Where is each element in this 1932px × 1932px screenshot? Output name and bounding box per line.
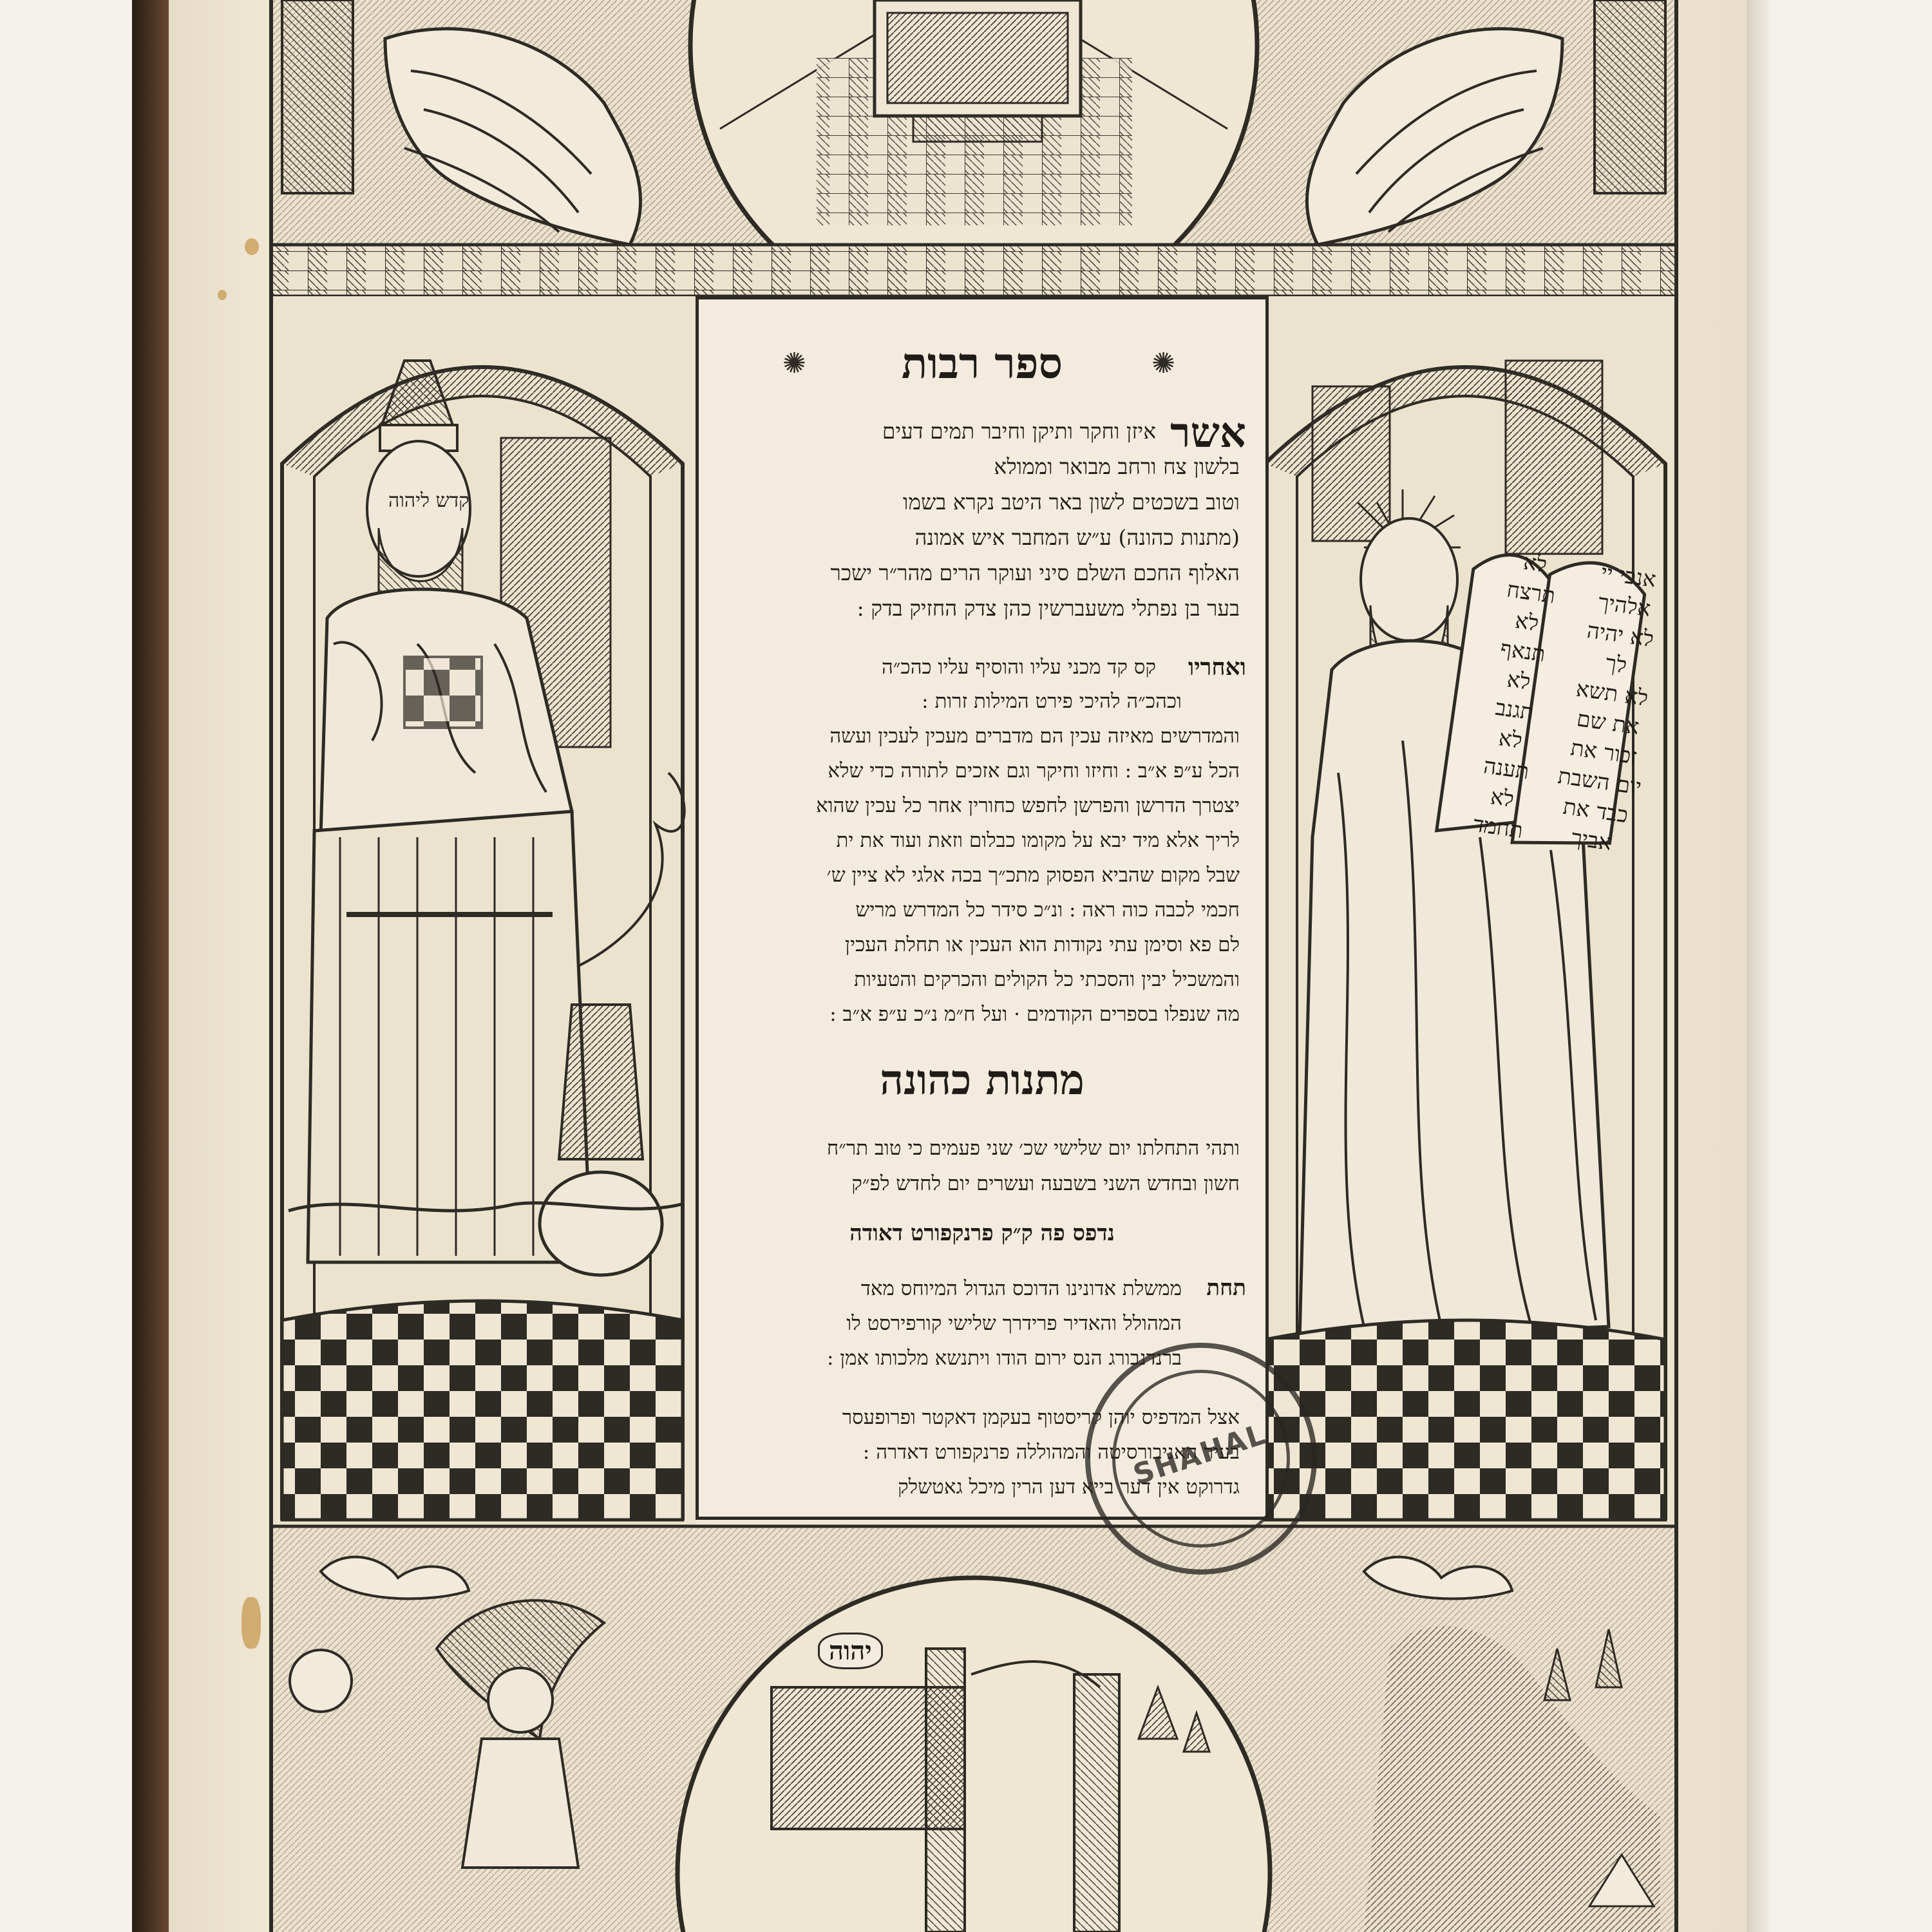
intro-line: (מתנות כהונה) ע״ש המחבר איש אמונה <box>914 525 1240 550</box>
body-line: הכל ע״פ א״ב : וחיזו וחיקר וגם אזכים לתורה כדי שלא <box>828 759 1240 782</box>
printed-place-line: נדפס פה ק״ק פרנקפורט דאודה <box>849 1220 1115 1246</box>
body-line: יצטרך הדרשן והפרשן לחפש כחורין אחר כל עכין שהוא <box>816 794 1240 817</box>
foxing-spot <box>218 290 227 300</box>
body-line: וכהכ״ה להיכי פירט המילות זרות : <box>922 690 1182 713</box>
body-line: לם פא וסימן עתי נקודות הוא העכין או תחלת העכין <box>845 933 1240 956</box>
priest-headband-text: קדש ליהוה <box>388 489 469 512</box>
foxing-spot <box>242 1597 261 1649</box>
tablet-right-text: אנכי יי אלהיך לא יהיה לך לא תשא את שם זכור את יום השבת כבד את אביך <box>1556 560 1658 857</box>
book-spine <box>132 0 169 1932</box>
printer-line: בעיר האניבורסיטה והמהוללה פרנקפורט דאדרה : <box>862 1441 1240 1464</box>
ornament-star-icon: ✺ <box>1151 347 1175 380</box>
book-title: ספר רבות <box>901 338 1063 388</box>
page-edge-shadow <box>1747 0 1772 1932</box>
page-frame-border <box>269 0 1678 1932</box>
body-line: לריך אלא מיד יבא על מקומו כבלום וזאת ועוד את ית <box>836 829 1240 852</box>
opening-word: אשר <box>1170 409 1246 457</box>
printer-line: גדרוקט אין דער בייא דען הרין מיכל גאטשלק <box>898 1475 1240 1499</box>
under-line: ברנדנבורג הנס ירום הודו ויתנשא מלכותו אמן : <box>826 1347 1182 1370</box>
second-word: ואחריו <box>1188 654 1246 681</box>
body-line: מה שנפלו בספרים הקודמים · ועל ח״מ נ״כ ע״פ א״ב : <box>829 1003 1240 1026</box>
body-line: והמשכיל יבין והסכתי כל הקולים והכרקים והטעיות <box>854 968 1240 991</box>
intro-line: בלשון צח ורחב מבואר וממולא <box>994 454 1240 479</box>
body-line: חכמי לכבה כוה ראה : ונ״כ סידר כל המדרש מריש <box>855 898 1240 922</box>
under-line: המהולל והאדיר פרידרך שלישי קורפירסט לו <box>846 1312 1182 1335</box>
intro-line: וטוב בשכטים לשון באר היטב נקרא בשמו <box>903 489 1240 515</box>
body-line: והמדרשים מאיזה עכין הם מדברים מעכין לעכין ועשה <box>829 724 1240 748</box>
intro-line: בער בן נפתלי משעברשין כהן צדק החזיק בדק : <box>857 596 1240 621</box>
intro-line: האלוף החכם השלם סיני ועוקר הרים מהר״ר ישכר <box>830 560 1240 585</box>
under-word: תחת <box>1206 1275 1246 1301</box>
printer-line: אצל המדפיס יוהן קריסטוף בעקמן דאקטר ופרופעסר <box>842 1406 1240 1429</box>
section-title: מתנות כהונה <box>880 1056 1084 1104</box>
intro-line: איזן וחקר ותיקן וחיבר תמים דעים <box>882 419 1156 444</box>
date-line: חשון ובחדש השני בשבעה ועשרים יום לחדש לפ״ק <box>851 1172 1240 1195</box>
under-line: ממשלת אדונינו הדוכס הגדול המיוחס מאד <box>860 1277 1182 1300</box>
body-line: קס קד מכני עליו והוסיף עליו כהכ״ה <box>881 656 1156 679</box>
ornament-star-icon: ✺ <box>782 347 806 380</box>
divine-name-text: יהוה <box>818 1633 883 1669</box>
date-line: ותהי התחלתו יום שלישי שכ׳ שני פעמים כי טוב תר״ח <box>826 1137 1240 1160</box>
tablet-left-text: לא תרצח לא תנאף לא תגנב לא תענה לא תחמד <box>1472 549 1557 844</box>
foxing-spot <box>245 238 259 255</box>
stamp-text: SHAHAL <box>1129 1417 1271 1492</box>
body-line: שבל מקום שהביא הפסוק מתכ״ך בכה אלגי לא ציין ש׳ <box>826 864 1240 887</box>
